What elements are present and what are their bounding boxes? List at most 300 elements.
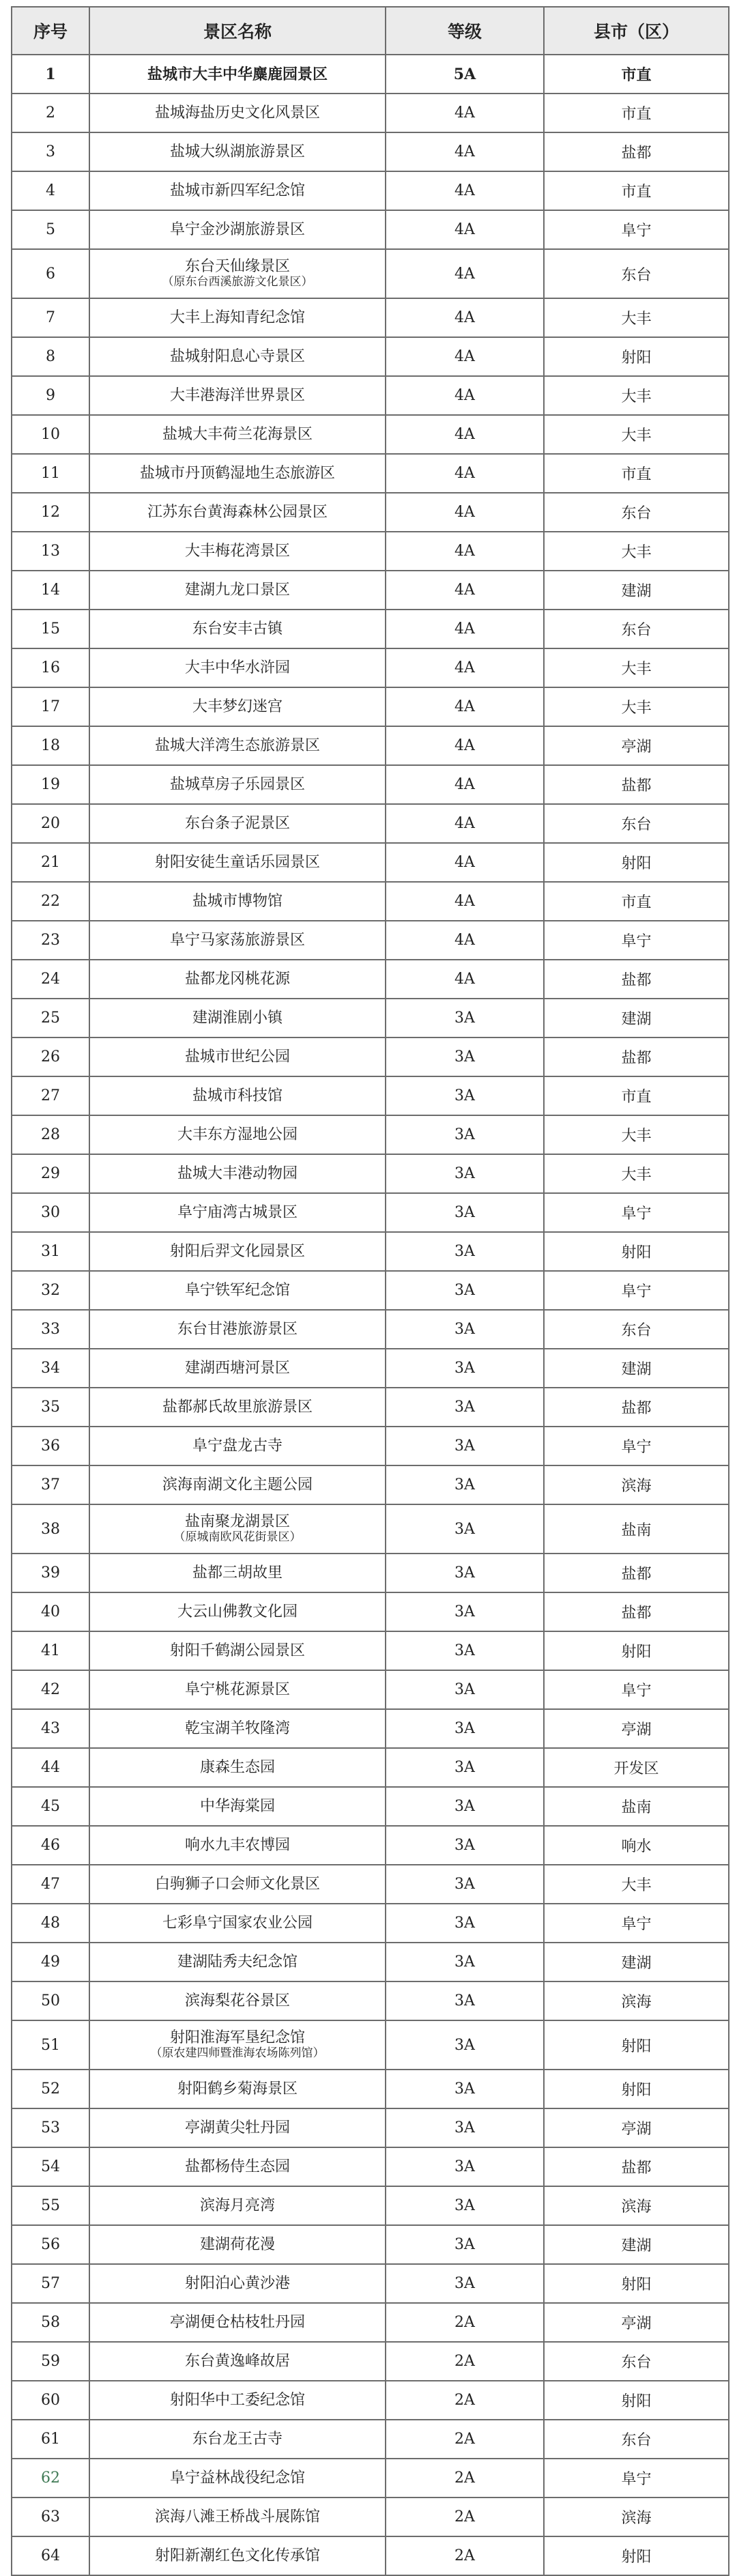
row-number: 61 (12, 2420, 89, 2459)
table-row (12, 2147, 729, 2186)
spot-grade: 3A (386, 1504, 544, 1554)
table-row (12, 1037, 729, 1076)
table-row (12, 1592, 729, 1631)
row-number: 43 (12, 1709, 89, 1748)
table-row (12, 2186, 729, 2225)
spot-grade: 3A (386, 1076, 544, 1115)
table-row (12, 2459, 729, 2498)
spot-name: 大丰梅花湾景区 (184, 542, 290, 560)
row-number: 59 (12, 2342, 89, 2381)
spot-grade: 3A (386, 1349, 544, 1388)
spot-name: 东台天仙缘景区 (184, 258, 290, 275)
row-number: 11 (12, 454, 89, 493)
spot-grade: 4A (386, 571, 544, 610)
spot-name-cell (89, 2264, 386, 2303)
spot-name-cell (89, 1826, 386, 1865)
table-row (12, 1388, 729, 1427)
spot-name-cell (89, 1465, 386, 1504)
row-number: 29 (12, 1154, 89, 1193)
spot-name: 阜宁桃花源景区 (184, 1680, 290, 1698)
spot-name: 盐城市丹顶鹤湿地生态旅游区 (139, 464, 335, 482)
spot-county: 盐都 (544, 1592, 729, 1631)
table-row (12, 921, 729, 960)
table-row (12, 1271, 729, 1310)
table-row (12, 415, 729, 454)
table-row (12, 94, 729, 132)
table-row (12, 2070, 729, 2108)
spot-grade: 3A (386, 2225, 544, 2264)
table-row (12, 1787, 729, 1826)
header-row (12, 7, 729, 55)
spot-name-cell (89, 1709, 386, 1748)
spot-grade: 3A (386, 1388, 544, 1427)
table-row (12, 960, 729, 999)
row-number: 3 (12, 132, 89, 171)
spot-name: 盐城市世纪公园 (184, 1048, 290, 1065)
table-row (12, 843, 729, 882)
table-row (12, 1465, 729, 1504)
spot-former-name: （原城南欧风花街景区） (173, 1530, 302, 1544)
spot-name: 阜宁庙湾古城景区 (177, 1203, 298, 1221)
spot-grade: 4A (386, 337, 544, 376)
spot-name: 盐城大丰荷兰花海景区 (162, 425, 313, 443)
spot-name-cell (89, 298, 386, 337)
spot-grade: 3A (386, 2186, 544, 2225)
spot-grade: 2A (386, 2303, 544, 2342)
spot-grade: 3A (386, 1670, 544, 1709)
spot-name: 射阳新潮红色文化传承馆 (154, 2547, 320, 2564)
spot-name-cell (89, 55, 386, 94)
table-row (12, 2381, 729, 2420)
spot-grade: 4A (386, 298, 544, 337)
spot-name: 滨海南湖文化主题公园 (162, 1476, 313, 1493)
spot-grade: 3A (386, 2070, 544, 2108)
table-row (12, 1826, 729, 1865)
row-number: 6 (12, 249, 89, 298)
spot-name: 射阳千鹤湖公园景区 (169, 1642, 305, 1659)
spot-name: 滨海月亮湾 (199, 2196, 275, 2214)
spot-grade: 3A (386, 1037, 544, 1076)
row-number: 56 (12, 2225, 89, 2264)
spot-name-cell (89, 1427, 386, 1465)
spot-name: 盐都龙冈桃花源 (184, 970, 290, 988)
spot-county: 盐都 (544, 1388, 729, 1427)
spot-name-cell (89, 2147, 386, 2186)
row-number: 19 (12, 765, 89, 804)
spot-county: 射阳 (544, 337, 729, 376)
spot-name-cell (89, 2498, 386, 2536)
spot-county: 盐都 (544, 960, 729, 999)
spot-name: 盐城市博物馆 (192, 892, 283, 910)
row-number: 18 (12, 726, 89, 765)
spot-grade: 3A (386, 1748, 544, 1787)
spot-name-cell (89, 1115, 386, 1154)
spot-county: 大丰 (544, 532, 729, 571)
spot-name-cell (89, 132, 386, 171)
table-row (12, 687, 729, 726)
spot-grade: 4A (386, 94, 544, 132)
row-number: 15 (12, 610, 89, 648)
spot-grade: 4A (386, 454, 544, 493)
spot-county: 滨海 (544, 1981, 729, 2020)
spot-county: 盐南 (544, 1787, 729, 1826)
table-body (12, 55, 729, 2575)
spot-county: 射阳 (544, 2020, 729, 2070)
spot-name: 大丰中华水浒园 (184, 659, 290, 676)
spot-grade: 3A (386, 1865, 544, 1904)
spot-grade: 4A (386, 415, 544, 454)
spot-grade: 3A (386, 2108, 544, 2147)
table-row (12, 532, 729, 571)
spot-grade: 3A (386, 1193, 544, 1232)
spot-county: 市直 (544, 55, 729, 94)
spot-county: 大丰 (544, 1154, 729, 1193)
spot-grade: 2A (386, 2498, 544, 2536)
table-row (12, 882, 729, 921)
table-row (12, 765, 729, 804)
spot-county: 射阳 (544, 843, 729, 882)
spot-county: 大丰 (544, 648, 729, 687)
spot-county: 市直 (544, 454, 729, 493)
row-number: 58 (12, 2303, 89, 2342)
row-number: 55 (12, 2186, 89, 2225)
spot-grade: 3A (386, 1465, 544, 1504)
spot-grade: 2A (386, 2420, 544, 2459)
spot-county: 市直 (544, 882, 729, 921)
table-row (12, 2108, 729, 2147)
spot-grade: 4A (386, 532, 544, 571)
spot-name-cell (89, 2186, 386, 2225)
spot-name: 盐城大丰港动物园 (177, 1164, 298, 1182)
row-number: 25 (12, 999, 89, 1037)
spot-name: 盐城海盐历史文化风景区 (154, 104, 320, 121)
spot-county: 滨海 (544, 2498, 729, 2536)
row-number: 37 (12, 1465, 89, 1504)
row-number: 10 (12, 415, 89, 454)
spot-name: 射阳华中工委纪念馆 (169, 2391, 305, 2409)
row-number: 1 (12, 55, 89, 94)
spot-name-cell (89, 999, 386, 1037)
spot-county: 盐都 (544, 132, 729, 171)
spot-county: 射阳 (544, 1232, 729, 1271)
spot-grade: 4A (386, 132, 544, 171)
row-number: 54 (12, 2147, 89, 2186)
spot-name-cell (89, 2342, 386, 2381)
table-row (12, 1670, 729, 1709)
row-number: 21 (12, 843, 89, 882)
spot-name-cell (89, 1232, 386, 1271)
spot-name-cell (89, 2225, 386, 2264)
spot-name: 阜宁盘龙古寺 (192, 1437, 283, 1455)
spot-name: 盐都杨侍生态园 (184, 2158, 290, 2175)
spot-name: 中华海棠园 (199, 1797, 275, 1815)
spot-name: 建湖陆秀夫纪念馆 (177, 1953, 298, 1971)
spot-county: 阜宁 (544, 210, 729, 249)
spot-former-name: （原农建四师暨淮海农场陈列馆） (150, 2046, 325, 2060)
spot-county: 大丰 (544, 415, 729, 454)
spot-county: 射阳 (544, 1631, 729, 1670)
spot-grade: 3A (386, 2264, 544, 2303)
table-row (12, 2264, 729, 2303)
spot-grade: 2A (386, 2381, 544, 2420)
spot-name-cell (89, 1193, 386, 1232)
spot-name: 盐城市新四军纪念馆 (169, 182, 305, 199)
spot-name: 阜宁铁军纪念馆 (184, 1281, 290, 1299)
table-row (12, 1154, 729, 1193)
spot-county: 滨海 (544, 2186, 729, 2225)
spot-name-cell (89, 1943, 386, 1981)
spot-county: 亭湖 (544, 1709, 729, 1748)
row-number: 4 (12, 171, 89, 210)
table-row (12, 2498, 729, 2536)
spot-grade: 3A (386, 1554, 544, 1592)
spot-county: 射阳 (544, 2536, 729, 2575)
spot-name-cell (89, 2020, 386, 2070)
spot-county: 东台 (544, 2342, 729, 2381)
spot-grade: 3A (386, 1981, 544, 2020)
table-row (12, 2342, 729, 2381)
spot-name: 盐城草房子乐园景区 (169, 775, 305, 793)
header-grade: 等级 (386, 7, 544, 55)
table-row (12, 2536, 729, 2575)
spot-name-cell (89, 687, 386, 726)
row-number: 24 (12, 960, 89, 999)
row-number: 63 (12, 2498, 89, 2536)
spot-county: 射阳 (544, 2381, 729, 2420)
spot-grade: 3A (386, 1271, 544, 1310)
table-row (12, 1709, 729, 1748)
row-number: 53 (12, 2108, 89, 2147)
spot-county: 射阳 (544, 2070, 729, 2108)
spot-grade: 2A (386, 2459, 544, 2498)
spot-county: 响水 (544, 1826, 729, 1865)
spot-name: 盐都三胡故里 (192, 1564, 283, 1582)
spot-grade: 4A (386, 648, 544, 687)
table-row (12, 1115, 729, 1154)
spot-name-cell (89, 2420, 386, 2459)
spot-grade: 3A (386, 1709, 544, 1748)
spot-county: 大丰 (544, 687, 729, 726)
spot-name: 大丰上海知青纪念馆 (169, 309, 305, 326)
spot-county: 滨海 (544, 1465, 729, 1504)
row-number: 38 (12, 1504, 89, 1554)
spot-former-name: （原东台西溪旅游文化景区） (162, 275, 313, 289)
spot-name-cell (89, 454, 386, 493)
spot-grade: 3A (386, 1154, 544, 1193)
row-number: 64 (12, 2536, 89, 2575)
spot-name-cell (89, 1271, 386, 1310)
spot-name: 东台黄逸峰故居 (184, 2352, 290, 2370)
spot-county: 亭湖 (544, 2303, 729, 2342)
spot-name-cell (89, 765, 386, 804)
spot-grade: 4A (386, 882, 544, 921)
spot-grade: 4A (386, 726, 544, 765)
spot-county: 大丰 (544, 298, 729, 337)
spot-county: 建湖 (544, 999, 729, 1037)
table-row (12, 1904, 729, 1943)
spot-county: 开发区 (544, 1748, 729, 1787)
table-row (12, 1554, 729, 1592)
table-row (12, 298, 729, 337)
spot-name: 阜宁金沙湖旅游景区 (169, 220, 305, 238)
spot-name: 建湖荷花漫 (199, 2235, 275, 2253)
table-row (12, 2303, 729, 2342)
spot-county: 盐都 (544, 1554, 729, 1592)
spot-name-cell (89, 2108, 386, 2147)
table-row (12, 1076, 729, 1115)
spot-name: 滨海梨花谷景区 (184, 1992, 290, 2009)
spot-name-cell (89, 610, 386, 648)
header-county: 县市（区） (544, 7, 729, 55)
spot-county: 市直 (544, 1076, 729, 1115)
spot-grade: 4A (386, 843, 544, 882)
spot-grade: 3A (386, 1826, 544, 1865)
spot-name-cell (89, 376, 386, 415)
spot-name-cell (89, 1748, 386, 1787)
row-number: 41 (12, 1631, 89, 1670)
spot-name: 乾宝湖羊牧隆湾 (184, 1719, 290, 1737)
spot-county: 阜宁 (544, 1904, 729, 1943)
row-number: 48 (12, 1904, 89, 1943)
table-row (12, 610, 729, 648)
table-row (12, 493, 729, 532)
spot-grade: 3A (386, 1232, 544, 1271)
spot-county: 阜宁 (544, 2459, 729, 2498)
row-number: 40 (12, 1592, 89, 1631)
spot-name: 射阳鹤乡菊海景区 (177, 2080, 298, 2098)
row-number: 33 (12, 1310, 89, 1349)
spot-county: 大丰 (544, 376, 729, 415)
spot-name: 射阳后羿文化园景区 (169, 1242, 305, 1260)
spot-name: 射阳泊心黄沙港 (184, 2274, 290, 2292)
spot-name: 阜宁益林战役纪念馆 (169, 2469, 305, 2487)
header-no: 序号 (12, 7, 89, 55)
spot-name: 大丰东方湿地公园 (177, 1126, 298, 1143)
spot-name-cell (89, 1154, 386, 1193)
spot-name-cell (89, 1310, 386, 1349)
spot-name-cell (89, 2303, 386, 2342)
table-row (12, 1943, 729, 1981)
spot-county: 阜宁 (544, 1670, 729, 1709)
row-number: 14 (12, 571, 89, 610)
spot-name-cell (89, 882, 386, 921)
row-number: 32 (12, 1271, 89, 1310)
header-name: 景区名称 (89, 7, 386, 55)
spot-county: 阜宁 (544, 921, 729, 960)
table-row (12, 2020, 729, 2070)
spot-name-cell (89, 493, 386, 532)
spot-name-cell (89, 1787, 386, 1826)
spot-grade: 3A (386, 1310, 544, 1349)
spot-grade: 4A (386, 765, 544, 804)
spot-name: 亭湖黄尖牡丹园 (184, 2119, 290, 2136)
row-number: 2 (12, 94, 89, 132)
spot-name: 东台条子泥景区 (184, 814, 290, 832)
row-number: 16 (12, 648, 89, 687)
table-row (12, 726, 729, 765)
spot-county: 建湖 (544, 1349, 729, 1388)
spot-grade: 3A (386, 1943, 544, 1981)
spot-name-cell (89, 1904, 386, 1943)
table-row (12, 171, 729, 210)
table-row (12, 1349, 729, 1388)
scenic-spots-table (11, 6, 729, 2576)
spot-grade: 4A (386, 171, 544, 210)
spot-grade: 2A (386, 2342, 544, 2381)
spot-name: 白驹狮子口会师文化景区 (154, 1875, 320, 1893)
spot-grade: 3A (386, 1631, 544, 1670)
spot-name: 盐城射阳息心寺景区 (169, 347, 305, 365)
table-row (12, 1427, 729, 1465)
spot-name-cell (89, 249, 386, 298)
row-number: 47 (12, 1865, 89, 1904)
spot-grade: 3A (386, 2020, 544, 2070)
spot-grade: 3A (386, 1904, 544, 1943)
table-row (12, 337, 729, 376)
spot-county: 阜宁 (544, 1193, 729, 1232)
row-number: 7 (12, 298, 89, 337)
row-number: 27 (12, 1076, 89, 1115)
row-number: 31 (12, 1232, 89, 1271)
spot-name-cell (89, 2381, 386, 2420)
spot-grade: 4A (386, 960, 544, 999)
spot-name: 盐城大洋湾生态旅游景区 (154, 736, 320, 754)
spot-county: 建湖 (544, 1943, 729, 1981)
spot-name: 七彩阜宁国家农业公园 (162, 1914, 313, 1932)
row-number: 26 (12, 1037, 89, 1076)
row-number: 36 (12, 1427, 89, 1465)
spot-name: 建湖九龙口景区 (184, 581, 290, 599)
spot-name-cell (89, 1388, 386, 1427)
spot-name-cell (89, 1076, 386, 1115)
row-number: 39 (12, 1554, 89, 1592)
spot-county: 建湖 (544, 571, 729, 610)
row-number: 46 (12, 1826, 89, 1865)
row-number: 30 (12, 1193, 89, 1232)
spot-name-cell (89, 648, 386, 687)
spot-grade: 3A (386, 1787, 544, 1826)
spot-name-cell (89, 337, 386, 376)
spot-name: 大丰梦幻迷宫 (192, 698, 283, 715)
spot-county: 东台 (544, 2420, 729, 2459)
row-number: 5 (12, 210, 89, 249)
spot-grade: 4A (386, 249, 544, 298)
spot-county: 阜宁 (544, 1271, 729, 1310)
table-row (12, 648, 729, 687)
spot-name-cell (89, 2070, 386, 2108)
spot-county: 东台 (544, 804, 729, 843)
spot-name: 阜宁马家荡旅游景区 (169, 931, 305, 949)
spot-county: 东台 (544, 493, 729, 532)
spot-name: 建湖西塘河景区 (184, 1359, 290, 1377)
spot-name-cell (89, 1981, 386, 2020)
spot-name-cell (89, 571, 386, 610)
spot-grade: 3A (386, 1592, 544, 1631)
table-row (12, 210, 729, 249)
spot-name-cell (89, 94, 386, 132)
spot-name: 大云山佛教文化园 (177, 1603, 298, 1620)
spot-name: 大丰港海洋世界景区 (169, 386, 305, 404)
table-row (12, 55, 729, 94)
table-row (12, 454, 729, 493)
table-row (12, 376, 729, 415)
table-row (12, 2420, 729, 2459)
spot-grade: 4A (386, 376, 544, 415)
spot-name: 东台龙王古寺 (192, 2430, 283, 2448)
spot-county: 阜宁 (544, 1427, 729, 1465)
spot-county: 盐都 (544, 765, 729, 804)
spot-county: 大丰 (544, 1865, 729, 1904)
